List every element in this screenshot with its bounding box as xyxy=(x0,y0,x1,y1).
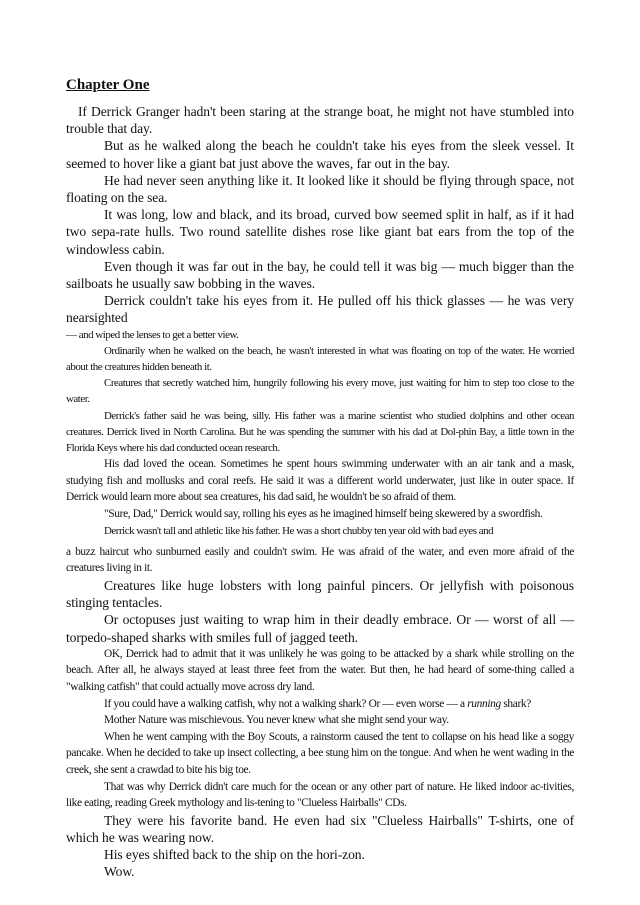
paragraph: It was long, low and black, and its broad, curved bow seemed split in half, as if it had two sepa-rate hulls. Two round satellite dishes rose like giant bat ears from the top of the windowless cabin. xyxy=(66,207,574,257)
paragraph: His eyes shifted back to the ship on the hori-zon. xyxy=(104,847,365,863)
paragraph: Ordinarily when he walked on the beach, he wasn't interested in what was floating on top of the water. He worried about the creatures hidden beneath it. xyxy=(66,344,574,374)
paragraph: Or octopuses just waiting to wrap him in their deadly embrace. Or — worst of all — torpedo-shaped sharks with smiles full of jagged teeth. xyxy=(66,612,574,645)
paragraph: — and wiped the lenses to get a better view. xyxy=(66,328,239,341)
paragraph-text: If you could have a walking catfish, why not a walking shark? Or — even worse — a xyxy=(104,697,465,710)
paragraph xyxy=(66,696,574,713)
paragraph: That was why Derrick didn't care much for the ocean or any other part of nature. He liked indoor ac-tivities, like eating, reading Greek mythology and lis-tening to "Clueless Hairballs" CDs. xyxy=(66,780,574,810)
paragraph: If Derrick Granger hadn't been staring at the strange boat, he might not have stumbled into trouble that day. xyxy=(66,104,574,137)
emphasis-text: running xyxy=(467,697,501,710)
paragraph: Creatures like huge lobsters with long painful pincers. Or jellyfish with poisonous stinging tentacles. xyxy=(66,578,574,611)
paragraph: When he went camping with the Boy Scouts, a rainstorm caused the tent to collapse on his head like a soggy pancake. When he decided to take up insect collecting, a bee stung him on the tongue. And when he went wading in the creek, she sent a crawdad to bite his big toe. xyxy=(66,730,574,776)
paragraph: a buzz haircut who sunburned easily and couldn't swim. He was afraid of the water, and even more afraid of the creatures living in it. xyxy=(66,545,574,575)
paragraph: Derrick's father said he was being, silly. His father was a marine scientist who studied dolphins and other ocean creatures. Derrick lived in North Carolina. But he was spending the summer with his dad at Dol-phin Bay, a little town in the Florida Keys where his dad conducted ocean research. xyxy=(66,409,574,455)
paragraph: "Sure, Dad," Derrick would say, rolling his eyes as he imagined himself being skewered by a swordfish. xyxy=(104,508,543,521)
paragraph: They were his favorite band. He even had six "Clueless Hairballs" T-shirts, one of which he was wearing now. xyxy=(66,812,574,845)
paragraph: Creatures that secretly watched him, hungrily following his every move, just waiting for him to step too close to the water. xyxy=(66,377,574,406)
paragraph: His dad loved the ocean. Sometimes he spent hours swimming underwater with an air tank and a mask, studying fish and mollusks and coral reefs. He said it was a different world underwater, just like in outer space. If Derrick would learn more about sea creatures, his dad said, he wouldn't be so afraid of them. xyxy=(66,458,574,504)
paragraph: OK, Derrick had to admit that it was unlikely he was going to be attacked by a shark while strolling on the beach. After all, he always stayed at least three feet from the water. But then, he had heard of some-thing called a "walking catfish" that could actually move across dry land. xyxy=(66,647,574,694)
paragraph: Even though it was far out in the bay, he could tell it was big — much bigger than the sailboats he usually saw bobbing in the waves. xyxy=(66,258,574,292)
paragraph-text: shark? xyxy=(503,697,531,710)
paragraph: Derrick wasn't tall and athletic like his father. He was a short chubby ten year old with bad eyes and xyxy=(104,524,494,537)
paragraph: He had never seen anything like it. It looked like it should be flying through space, not floating on the sea. xyxy=(66,172,574,206)
paragraph: But as he walked along the beach he couldn't take his eyes from the sleek vessel. It seemed to hover like a giant bat just above the waves, far out in the bay. xyxy=(66,138,574,171)
paragraph: Wow. xyxy=(104,864,135,880)
chapter-title: Chapter One xyxy=(66,77,150,93)
paragraph: Derrick couldn't take his eyes from it. He pulled off his thick glasses — he was very nearsighted xyxy=(66,293,574,326)
paragraph: Mother Nature was mischievous. You never knew what she might send your way. xyxy=(104,714,449,727)
book-page xyxy=(66,76,574,881)
